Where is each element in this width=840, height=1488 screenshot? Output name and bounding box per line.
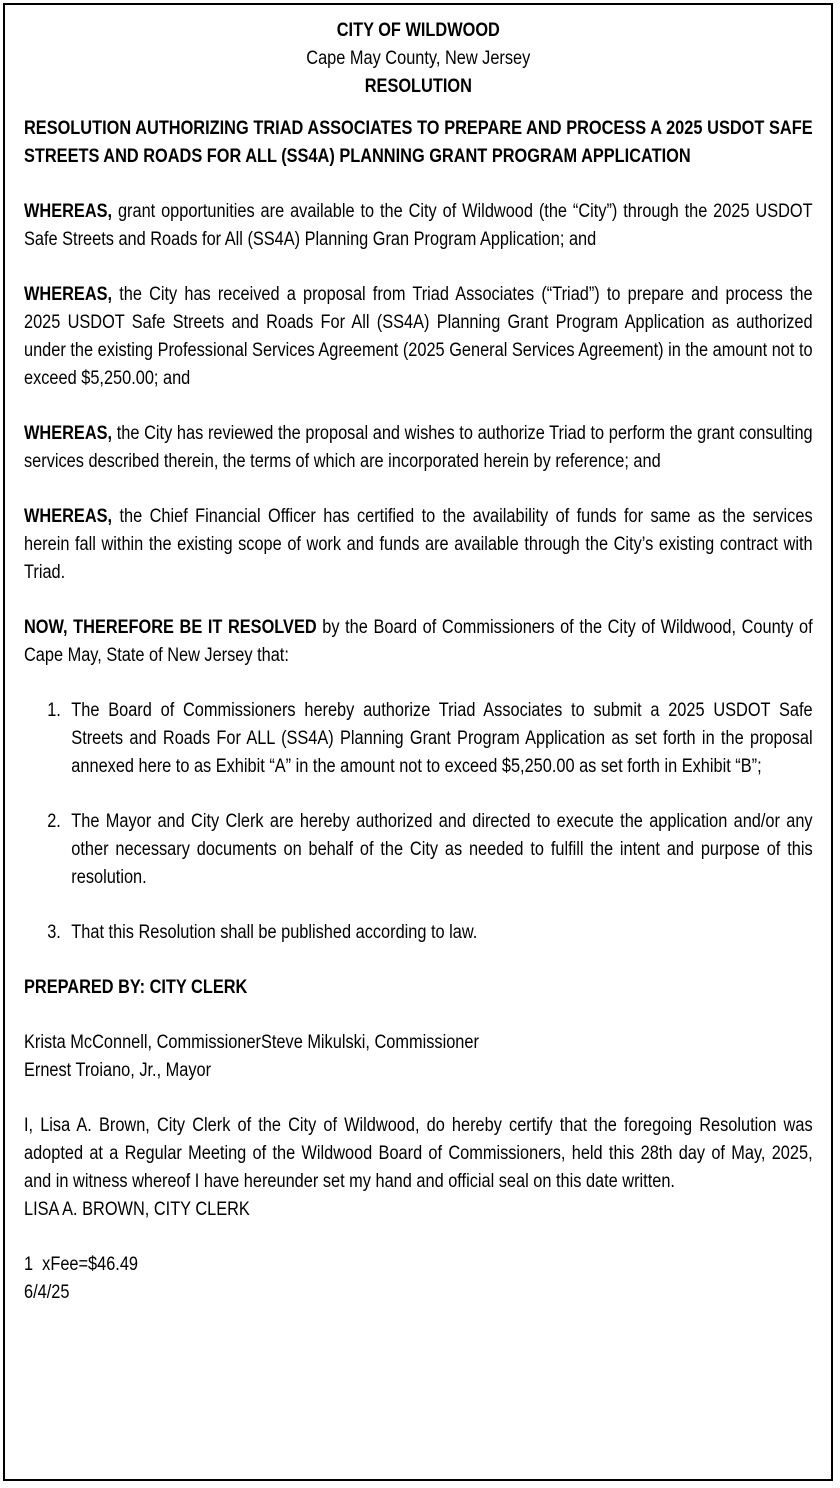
resolution-item-3 — [24, 919, 813, 947]
item-number: 2. — [47, 811, 61, 832]
fee-line: 1 xFee=$46.49 — [24, 1254, 139, 1275]
whereas-clause-4 — [24, 503, 813, 587]
legal-notice — [3, 3, 833, 1481]
certification-text: I, Lisa A. Brown, City Clerk of the City of Wildwood, do hereby certify that the foregoing Resolution was adopted at a Regular Meeting of the Wildwood Board of Commissioners, held this 28th day of May, 2025, and in witness whereof I have hereunder set my hand and official seal on this date written. — [24, 1115, 813, 1192]
whereas-lead: WHEREAS, — [24, 423, 113, 444]
city-name: CITY OF WILDWOOD — [336, 20, 500, 41]
certification — [24, 1112, 813, 1224]
item-text: That this Resolution shall be published according to law. — [71, 922, 478, 943]
resolution-item-1 — [24, 697, 813, 781]
whereas-clause-2 — [24, 281, 813, 393]
whereas-clause-1 — [24, 198, 813, 254]
notice-header — [24, 17, 813, 101]
notice-footer — [24, 1251, 813, 1307]
resolved-text: by the Board of Commissioners of the City of Wildwood, County of Cape May, State of New Jersey that: — [24, 617, 813, 666]
signatories — [24, 1029, 813, 1085]
whereas-lead: WHEREAS, — [24, 201, 113, 222]
item-number: 3. — [47, 922, 61, 943]
clerk-signature: LISA A. BROWN, CITY CLERK — [24, 1199, 250, 1220]
whereas-text: grant opportunities are available to the City of Wildwood (the “City”) through the 2025 USDOT Safe Streets and Roads for All (SS4A) Planning Gran Program Application; and — [24, 201, 813, 250]
county-name: Cape May County, New Jersey — [306, 48, 531, 69]
resolution-title — [24, 115, 813, 171]
prepared-by — [24, 974, 813, 1002]
item-text: The Board of Commissioners hereby authorize Triad Associates to submit a 2025 USDOT Safe Streets and Roads For ALL (SS4A) Planning Grant Program Application as set forth in the proposal annexed here to as Exhibit “A” in the amount not to exceed $5,250.00 as set forth in Exhibit “B”; — [71, 700, 813, 777]
whereas-lead: WHEREAS, — [24, 284, 113, 305]
resolved-clause — [24, 614, 813, 670]
whereas-text: the City has received a proposal from Triad Associates (“Triad”) to prepare and process the 2025 USDOT Safe Streets and Roads For All (SS4A) Planning Grant Program Application as authorized under the existing Professional Services Agreement (2025 General Services Agreement) in the amount not to exceed $5,250.00; and — [24, 284, 813, 389]
signatory-line-2: Ernest Troiano, Jr., Mayor — [24, 1060, 212, 1081]
resolution-title-text: RESOLUTION AUTHORIZING TRIAD ASSOCIATES TO PREPARE AND PROCESS A 2025 USDOT SAFE STREETS AND ROADS FOR ALL (SS4A) PLANNING GRANT PROGRAM APPLICATION — [24, 118, 813, 167]
prepared-by-text: PREPARED BY: CITY CLERK — [24, 977, 248, 998]
whereas-text: the City has reviewed the proposal and wishes to authorize Triad to perform the grant consulting services described therein, the terms of which are incorporated herein by reference; and — [24, 423, 813, 472]
document-type: RESOLUTION — [364, 76, 472, 97]
publication-date: 6/4/25 — [24, 1282, 70, 1303]
item-text: The Mayor and City Clerk are hereby authorized and directed to execute the application and/or any other necessary documents on behalf of the City as needed to fulfill the intent and purpose of this resolution. — [71, 811, 813, 888]
notice-body — [24, 17, 813, 1307]
resolution-items — [24, 697, 813, 947]
whereas-text: the Chief Financial Officer has certified to the availability of funds for same as the services herein fall within the existing scope of work and funds are available through the City’s existing contract with Triad. — [24, 506, 813, 583]
resolved-lead: NOW, THEREFORE BE IT RESOLVED — [24, 617, 317, 638]
item-number: 1. — [47, 700, 61, 721]
whereas-lead: WHEREAS, — [24, 506, 113, 527]
resolution-item-2 — [24, 808, 813, 892]
whereas-clause-3 — [24, 420, 813, 476]
signatory-line-1: Krista McConnell, CommissionerSteve Mikulski, Commissioner — [24, 1032, 479, 1053]
